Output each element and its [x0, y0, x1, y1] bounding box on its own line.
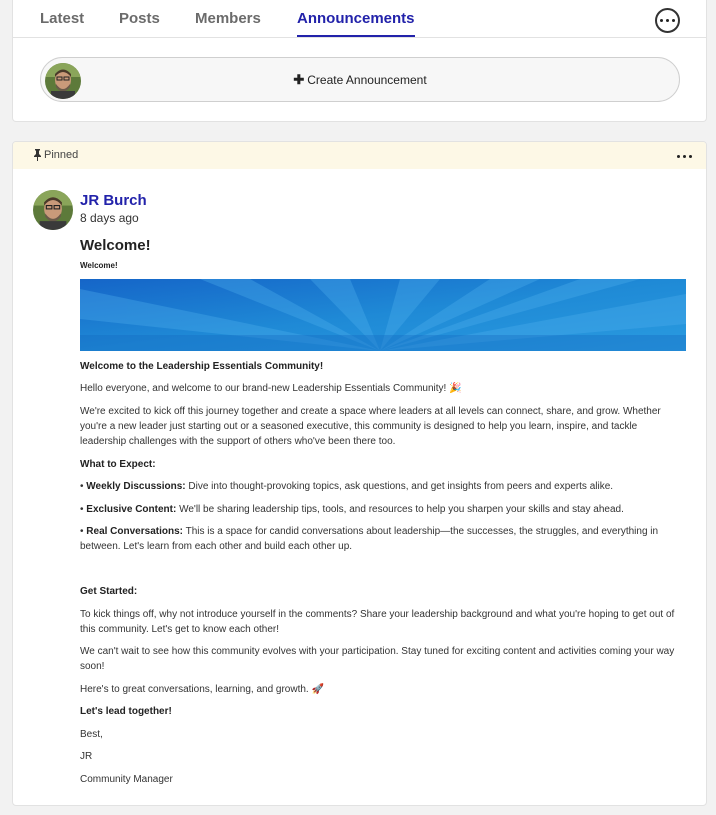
post-body-start-text: To kick things off, why not introduce yourself in the comments? Share your leadership background and what you're hoping to get out of this community. Let's get to know each other!	[80, 609, 675, 635]
announcement-post	[12, 141, 707, 806]
tab-posts[interactable]: Posts	[119, 10, 160, 27]
post-body-expect-heading: What to Expect:	[80, 459, 156, 470]
author-name[interactable]: JR Burch	[80, 192, 147, 209]
post-body-wait-text: We can't wait to see how this community evolves with your participation. Stay tuned for exciting content and activities coming your way soon!	[80, 646, 675, 672]
post-subtitle: Welcome!	[80, 261, 118, 270]
plus-icon: ✚	[293, 72, 305, 87]
banner-image	[80, 279, 686, 351]
tab-members[interactable]: Members	[195, 10, 261, 27]
create-announcement-label: ✚ Create Announcement	[293, 72, 427, 87]
post-body-hello: Hello everyone, and welcome to our brand-new Leadership Essentials Community! 🎉	[80, 383, 462, 394]
post-body-start-heading: Get Started:	[80, 586, 138, 597]
pinned-bar	[13, 142, 706, 169]
post-body-cheers: Here's to great conversations, learning, and growth. 🚀	[80, 684, 324, 695]
pin-icon	[33, 149, 42, 161]
list-item: • Exclusive Content: We'll be sharing leadership tips, tools, and resources to help you sharpen your skills and stay ahead.	[80, 504, 624, 515]
post-body-best: Best,	[80, 729, 103, 740]
list-item: • Real Conversations: This is a space for candid conversations about leadership—the successes, the struggles, and everything in between. Let's learn from each other and build each other up.	[80, 526, 659, 552]
post-timestamp: 8 days ago	[80, 211, 139, 225]
more-horizontal-circle-icon[interactable]	[655, 8, 680, 33]
post-body-lead: Let's lead together!	[80, 706, 172, 717]
tab-bar	[13, 0, 706, 38]
tabs-card	[12, 0, 707, 122]
post-body-heading: Welcome to the Leadership Essentials Community!	[80, 361, 324, 372]
list-item: • Weekly Discussions: Dive into thought-provoking topics, ask questions, and get insights from peers and experts alike.	[80, 481, 614, 492]
post-body-name: JR	[80, 751, 93, 762]
tab-latest[interactable]: Latest	[40, 10, 85, 27]
post-body-intro: We're excited to kick off this journey together and create a space where leaders at all levels can connect, share, and grow. Whether you're a new leader just starting out or a seasoned executive, this community is designed to help you learn, inspire, and tackle leadership challenges with the support of others who've been there too.	[80, 406, 661, 447]
create-announcement-button[interactable]	[40, 57, 680, 102]
pinned-label: Pinned	[44, 149, 79, 161]
post-title: Welcome!	[80, 237, 151, 254]
post-body-role: Community Manager	[80, 774, 173, 785]
author-avatar[interactable]	[33, 190, 73, 230]
tab-announcements[interactable]: Announcements	[297, 10, 415, 37]
more-horizontal-icon[interactable]	[675, 153, 694, 160]
